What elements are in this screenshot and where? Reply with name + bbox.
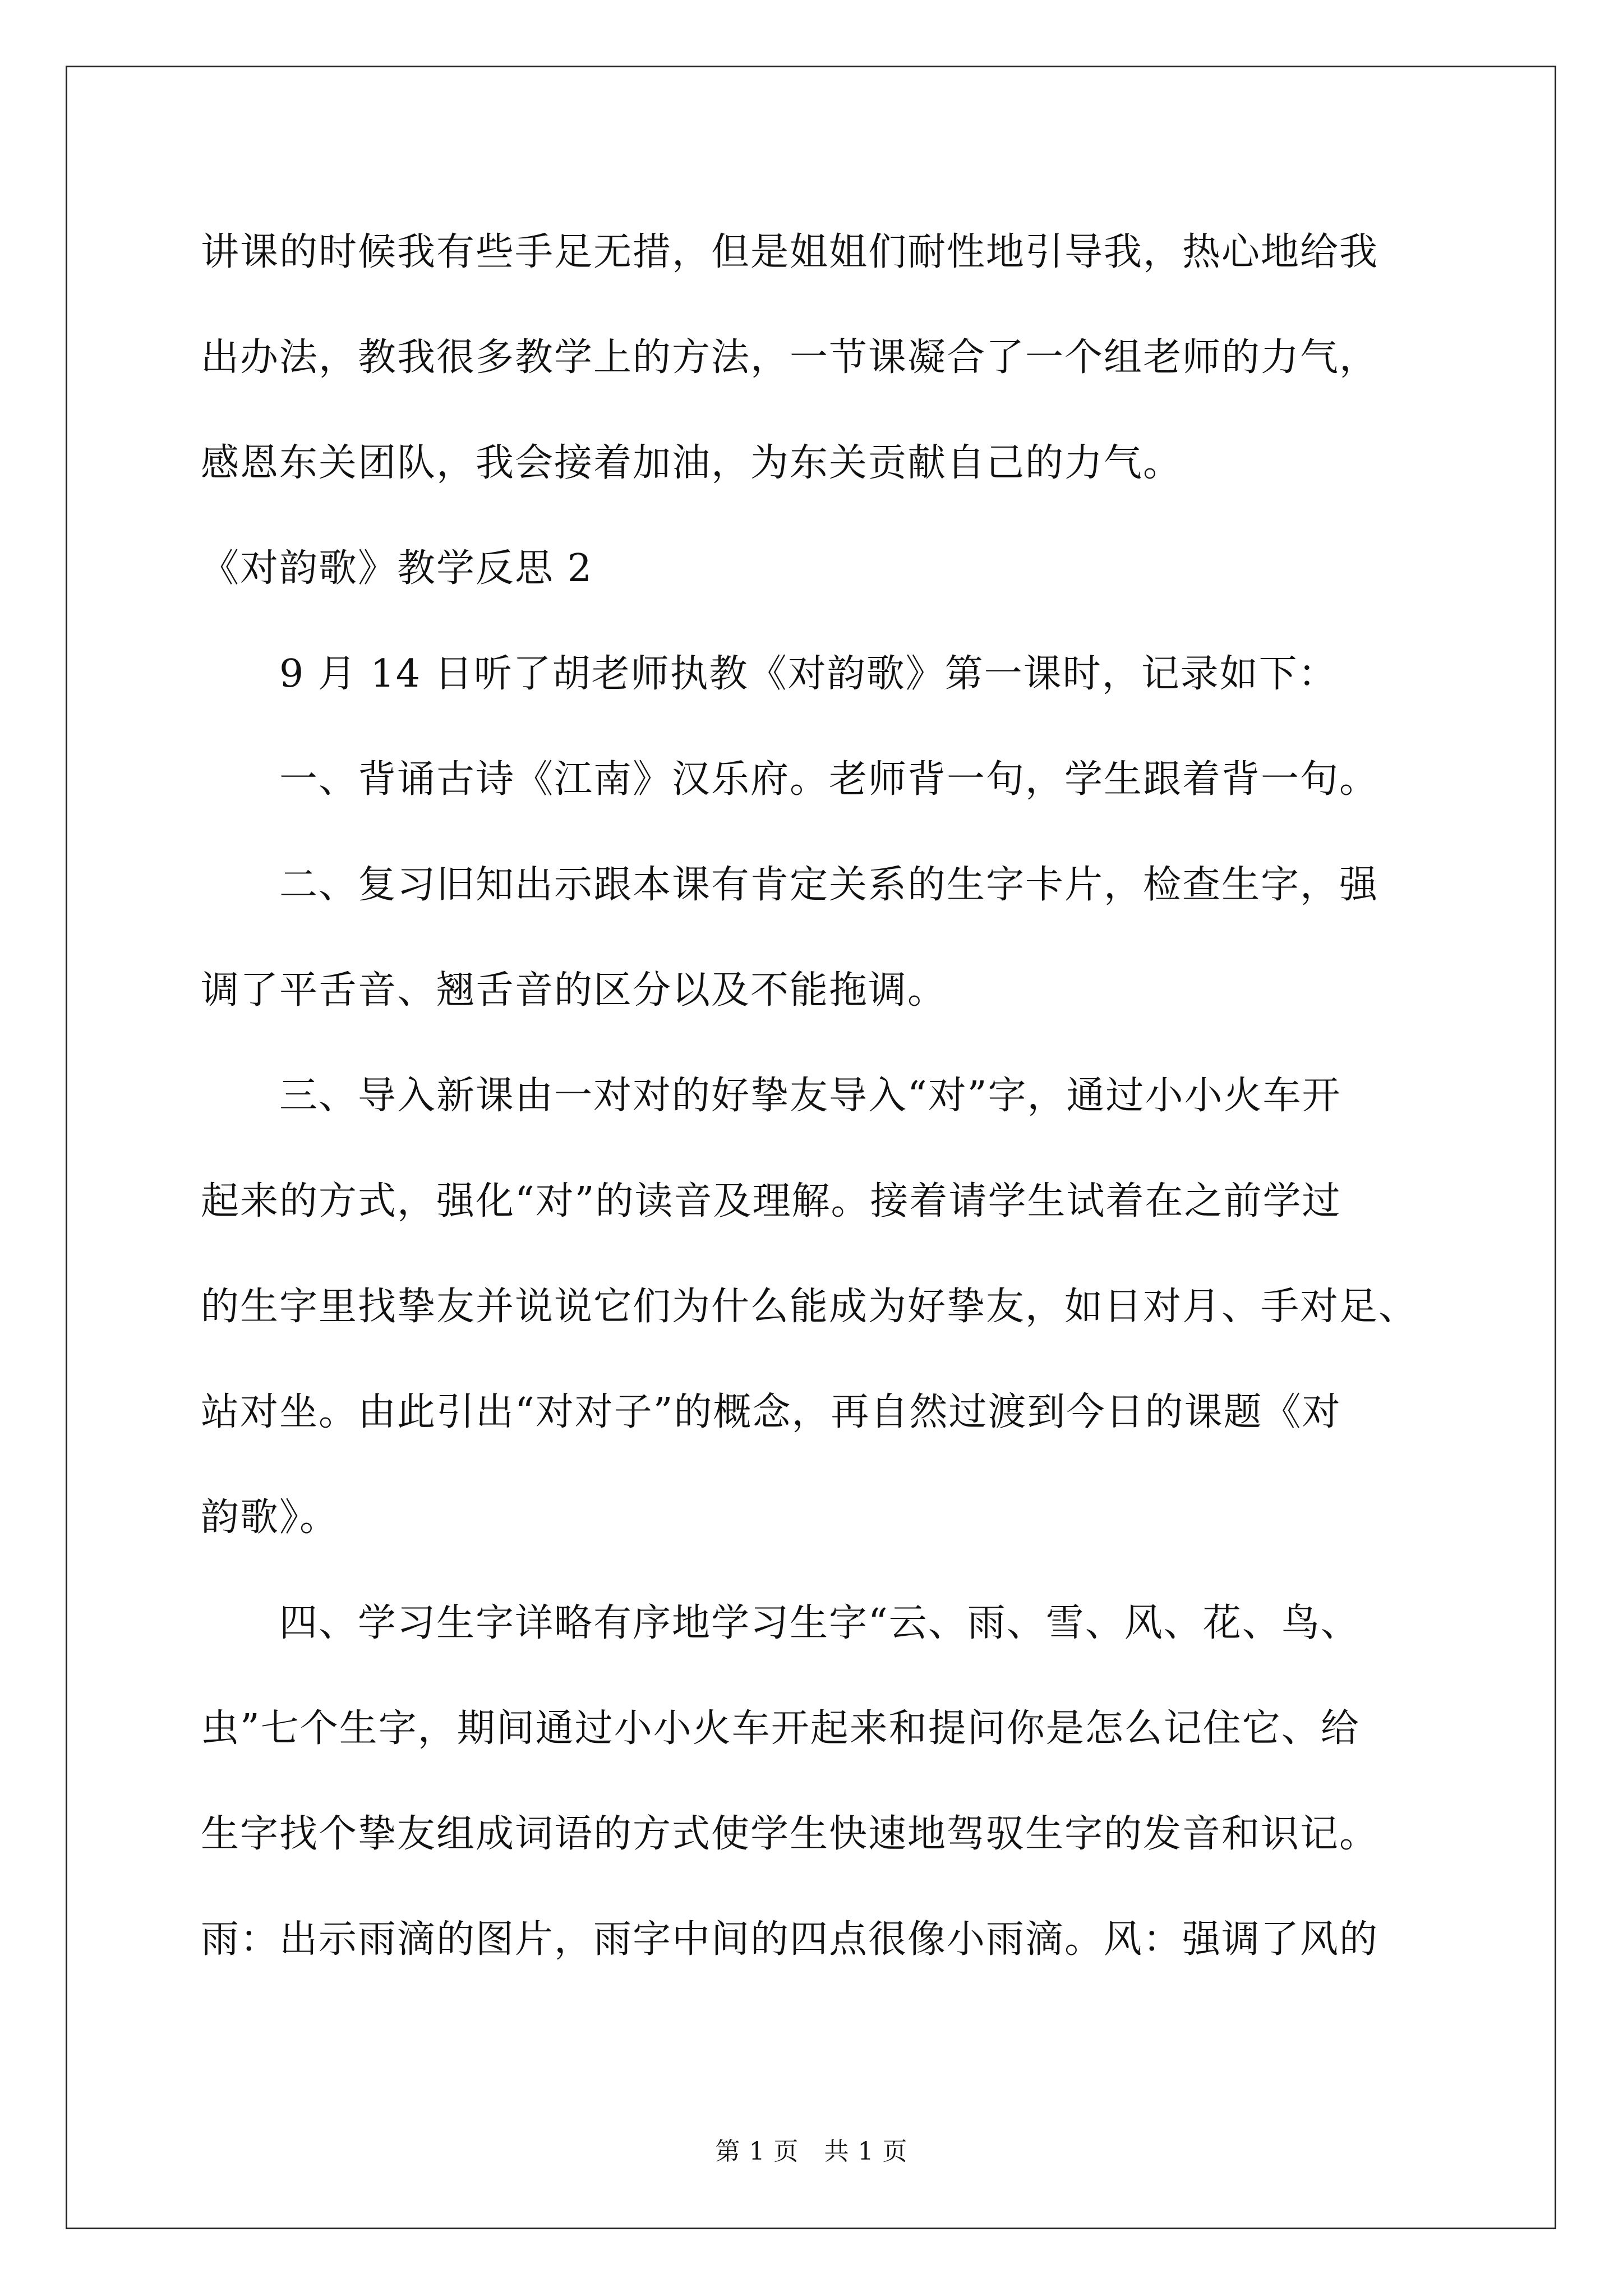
paragraph-line: 韵歌》。 (201, 1496, 339, 1540)
paragraph-line: 站对坐。由此引出“对对子”的概念，再自然过渡到今日的课题《对 (201, 1390, 1341, 1434)
paragraph-line: 三、导入新课由一对对的好挚友导入“对”字，通过小小火车开 (279, 1074, 1341, 1118)
page-border (66, 66, 1556, 2229)
paragraph-line: 虫”七个生字，期间通过小小火车开起来和提问你是怎么记住它、给 (201, 1706, 1360, 1751)
paragraph-line: 感恩东关团队，我会接着加油，为东关贡献自己的力气。 (201, 441, 1183, 485)
section-heading: 《对韵歌》教学反思 2 (201, 546, 593, 591)
paragraph-line: 调了平舌音、翘舌音的区分以及不能拖调。 (201, 968, 947, 1013)
paragraph-line: 二、复习旧知出示跟本课有肯定关系的生字卡片，检查生字，强 (279, 863, 1379, 907)
paragraph-line: 四、学习生字详略有序地学习生字“云、雨、雪、风、花、鸟、 (279, 1601, 1360, 1645)
paragraph-line: 讲课的时候我有些手足无措，但是姐姐们耐性地引导我，热心地给我 (201, 230, 1379, 274)
paragraph-line: 的生字里找挚友并说说它们为什么能成为好挚友，如日对月、手对足、 (201, 1285, 1418, 1329)
paragraph-line: 9 月 14 日听了胡老师执教《对韵歌》第一课时，记录如下： (279, 652, 1338, 696)
paragraph-line: 出办法，教我很多教学上的方法，一节课凝合了一个组老师的力气， (201, 335, 1379, 380)
paragraph-line: 起来的方式，强化“对”的读音及理解。接着请学生试着在之前学过 (201, 1179, 1341, 1223)
paragraph-line: 一、背诵古诗《江南》汉乐府。老师背一句，学生跟着背一句。 (279, 757, 1379, 802)
paragraph-line: 雨：出示雨滴的图片，雨字中间的四点很像小雨滴。风：强调了风的 (201, 1917, 1379, 1962)
paragraph-line: 生字找个挚友组成词语的方式使学生快速地驾驭生字的发音和识记。 (201, 1812, 1379, 1856)
page-number: 第 1 页 共 1 页 (715, 2137, 908, 2166)
